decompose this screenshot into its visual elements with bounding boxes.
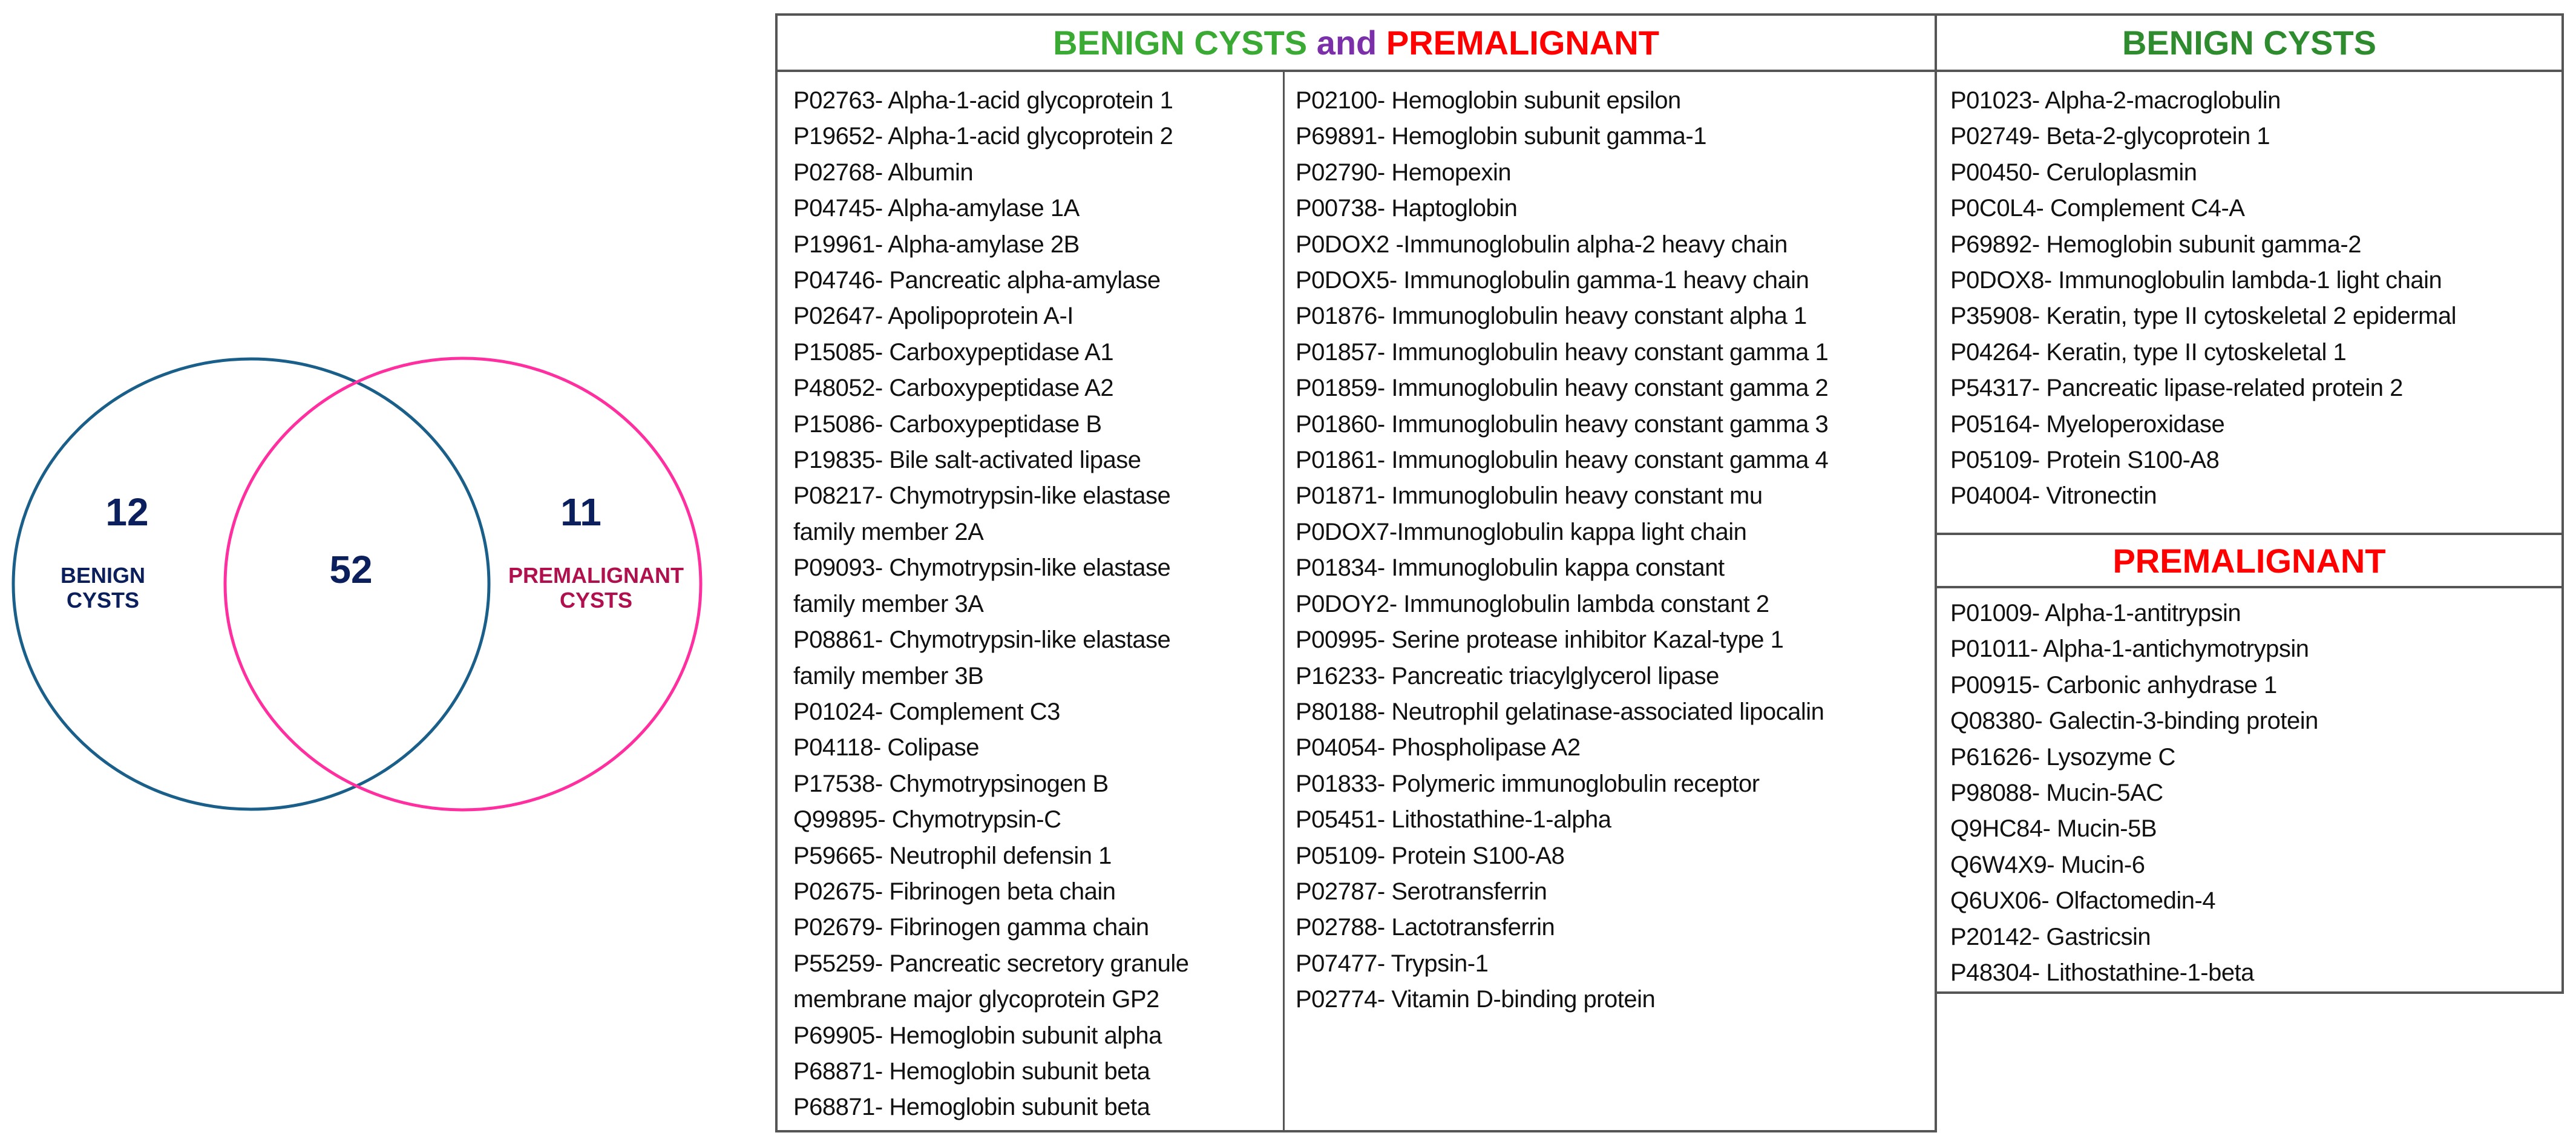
- protein-list-item: P69905- Hemoglobin subunit alpha: [793, 1022, 1162, 1049]
- protein-list-item: P15086- Carboxypeptidase B: [793, 410, 1102, 438]
- protein-list-item: P68871- Hemoglobin subunit beta: [793, 1057, 1150, 1085]
- protein-list-item: P04264- Keratin, type II cytoskeletal 1: [1950, 338, 2347, 366]
- title-benign-part: BENIGN CYSTS: [1053, 24, 1308, 62]
- protein-list-item: P01834- Immunoglobulin kappa constant: [1296, 554, 1725, 582]
- protein-list-item: P48304- Lithostathine-1-beta: [1950, 959, 2254, 987]
- protein-list-item: P54317- Pancreatic lipase-related protein 2: [1950, 375, 2403, 402]
- protein-list-item: P68871- Hemoglobin subunit beta: [793, 1094, 1150, 1121]
- protein-list-item: P69892- Hemoglobin subunit gamma-2: [1950, 231, 2361, 258]
- protein-list-item: P15085- Carboxypeptidase A1: [793, 338, 1114, 366]
- premalignant-cysts-label: [490, 563, 702, 613]
- premalignant-only-table: [1935, 533, 2564, 994]
- protein-list-item: P01833- Polymeric immunoglobulin receptor: [1296, 770, 1760, 797]
- premalignant-protein-list: [1937, 596, 2564, 991]
- protein-list-item: P01024- Complement C3: [793, 698, 1060, 725]
- title-and-part: and: [1307, 24, 1386, 62]
- protein-list-item: P0DOX8- Immunoglobulin lambda-1 light chain: [1950, 267, 2442, 294]
- protein-list-item: Q6UX06- Olfactomedin-4: [1950, 887, 2216, 915]
- protein-list-item: Q9HC84- Mucin-5B: [1950, 815, 2157, 843]
- protein-list-item: P09093- Chymotrypsin-like elastase: [793, 554, 1171, 582]
- protein-list-item: P01860- Immunoglobulin heavy constant gamma 3: [1296, 410, 1829, 438]
- protein-list-item: P98088- Mucin-5AC: [1950, 780, 2163, 807]
- protein-list-item: P20142- Gastricsin: [1950, 923, 2151, 950]
- protein-list-item: P05109- Protein S100-A8: [1296, 842, 1565, 869]
- protein-list-item: P48052- Carboxypeptidase A2: [793, 375, 1114, 402]
- protein-list-item: P01876- Immunoglobulin heavy constant alpha 1: [1296, 303, 1807, 330]
- protein-list-item: Q6W4X9- Mucin-6: [1950, 851, 2145, 878]
- protein-list-item: family member 2A: [793, 518, 984, 545]
- protein-list-item: P00915- Carbonic anhydrase 1: [1950, 671, 2277, 698]
- premalignant-unique-count: 11: [560, 490, 601, 534]
- protein-list-item: P55259- Pancreatic secretory granule: [793, 950, 1189, 977]
- protein-list-item: P59665- Neutrophil defensin 1: [793, 842, 1112, 869]
- protein-list-item: membrane major glycoprotein GP2: [793, 986, 1159, 1013]
- protein-list-item: Q08380- Galectin-3-binding protein: [1950, 708, 2318, 735]
- protein-list-item: P05451- Lithostathine-1-alpha: [1296, 806, 1611, 833]
- protein-list-item: P19961- Alpha-amylase 2B: [793, 231, 1080, 258]
- premalignant-table-header: PREMALIGNANT: [1937, 535, 2561, 588]
- protein-list-item: P02768- Albumin: [793, 159, 974, 186]
- protein-list-item: P19835- Bile salt-activated lipase: [793, 447, 1141, 474]
- benign-unique-count: 12: [105, 490, 149, 534]
- intersection-count: 52: [329, 548, 373, 591]
- protein-list-item: P02100- Hemoglobin subunit epsilon: [1296, 87, 1681, 114]
- protein-list-item: P17538- Chymotrypsinogen B: [793, 770, 1109, 797]
- benign-label-line1: BENIGN: [60, 563, 145, 588]
- protein-list-item: P01871- Immunoglobulin heavy constant mu: [1296, 482, 1763, 510]
- protein-list-item: P08217- Chymotrypsin-like elastase: [793, 482, 1171, 510]
- protein-list-item: P0DOX5- Immunoglobulin gamma-1 heavy chain: [1296, 267, 1809, 294]
- protein-list-item: P01023- Alpha-2-macroglobulin: [1950, 87, 2281, 114]
- protein-list-item: P00738- Haptoglobin: [1296, 195, 1518, 222]
- protein-list-item: P02788- Lactotransferrin: [1296, 914, 1555, 941]
- premalignant-label-line1: PREMALIGNANT: [508, 563, 684, 588]
- protein-list-item: P01857- Immunoglobulin heavy constant gamma 1: [1296, 338, 1829, 366]
- protein-list-item: P0DOX7-Immunoglobulin kappa light chain: [1296, 518, 1747, 545]
- protein-list-item: P01009- Alpha-1-antitrypsin: [1950, 600, 2241, 626]
- protein-list-item: P05164- Myeloperoxidase: [1950, 410, 2225, 438]
- protein-list-item: P04004- Vitronectin: [1950, 482, 2157, 510]
- protein-list-item: family member 3A: [793, 590, 984, 617]
- protein-list-item: P02679- Fibrinogen gamma chain: [793, 914, 1149, 941]
- protein-list-item: Q99895- Chymotrypsin-C: [793, 806, 1061, 833]
- protein-list-item: P80188- Neutrophil gelatinase-associated lipocalin: [1296, 698, 1824, 725]
- protein-list-item: P02787- Serotransferrin: [1296, 878, 1547, 905]
- benign-protein-list: [1937, 83, 2564, 514]
- protein-list-item: P04746- Pancreatic alpha-amylase: [793, 267, 1161, 294]
- shared-proteins-table: [775, 13, 1937, 1132]
- protein-list-item: P61626- Lysozyme C: [1950, 743, 2175, 771]
- protein-list-item: P04118- Colipase: [793, 734, 980, 761]
- venn-diagram: [0, 339, 726, 835]
- protein-list-item: P02763- Alpha-1-acid glycoprotein 1: [793, 87, 1173, 114]
- benign-label-line2: CYSTS: [66, 588, 140, 613]
- protein-list-item: P02647- Apolipoprotein A-I: [793, 303, 1073, 330]
- protein-list-item: P02749- Beta-2-glycoprotein 1: [1950, 123, 2270, 150]
- shared-table-header: [778, 16, 1935, 72]
- protein-list-item: P05109- Protein S100-A8: [1950, 447, 2220, 474]
- protein-list-item: P00995- Serine protease inhibitor Kazal-type 1: [1296, 626, 1784, 654]
- protein-list-item: P0C0L4- Complement C4-A: [1950, 195, 2245, 222]
- protein-list-item: P01861- Immunoglobulin heavy constant gamma 4: [1296, 447, 1829, 474]
- shared-column-1: [778, 83, 1283, 1126]
- protein-list-item: P69891- Hemoglobin subunit gamma-1: [1296, 123, 1706, 150]
- protein-list-item: P01011- Alpha-1-antichymotrypsin: [1950, 636, 2309, 663]
- shared-column-2: [1285, 83, 1938, 1018]
- protein-list-item: P35908- Keratin, type II cytoskeletal 2 epidermal: [1950, 303, 2456, 330]
- protein-list-item: P0DOY2- Immunoglobulin lambda constant 2: [1296, 590, 1769, 617]
- protein-list-item: P07477- Trypsin-1: [1296, 950, 1489, 977]
- protein-list-item: P02774- Vitamin D-binding protein: [1296, 986, 1656, 1013]
- benign-table-header: BENIGN CYSTS: [1937, 16, 2561, 72]
- benign-only-table: [1935, 13, 2564, 535]
- protein-list-item: P01859- Immunoglobulin heavy constant gamma 2: [1296, 375, 1829, 402]
- protein-list-item: P0DOX2 -Immunoglobulin alpha-2 heavy chain: [1296, 231, 1788, 258]
- benign-cysts-label: [42, 563, 163, 613]
- premalignant-label-line2: CYSTS: [559, 588, 633, 613]
- title-premalignant-part: PREMALIGNANT: [1386, 24, 1659, 62]
- protein-list-item: P19652- Alpha-1-acid glycoprotein 2: [793, 123, 1173, 150]
- protein-list-item: P08861- Chymotrypsin-like elastase: [793, 626, 1171, 654]
- protein-list-item: P04745- Alpha-amylase 1A: [793, 195, 1080, 222]
- protein-list-item: family member 3B: [793, 662, 984, 689]
- protein-list-item: P00450- Ceruloplasmin: [1950, 159, 2197, 186]
- protein-list-item: P02675- Fibrinogen beta chain: [793, 878, 1116, 905]
- protein-list-item: P02790- Hemopexin: [1296, 159, 1512, 186]
- protein-list-item: P16233- Pancreatic triacylglycerol lipase: [1296, 662, 1719, 689]
- protein-list-item: P04054- Phospholipase A2: [1296, 734, 1581, 761]
